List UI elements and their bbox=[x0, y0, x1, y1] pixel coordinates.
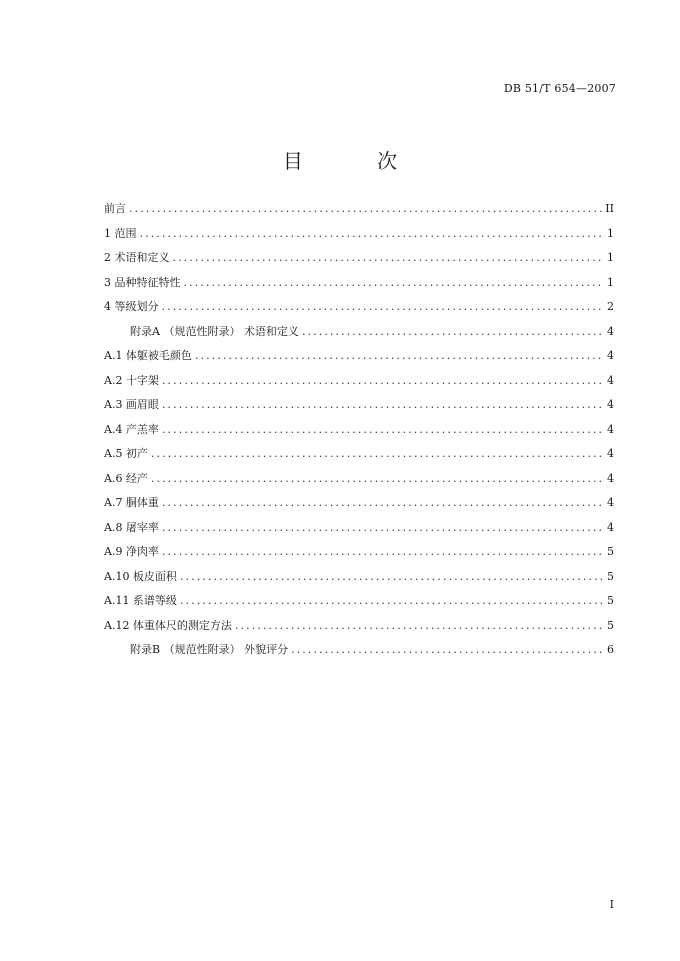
toc-entry-page: 4 bbox=[607, 520, 614, 534]
toc-entry[interactable] bbox=[104, 494, 614, 519]
page-number: I bbox=[609, 898, 614, 911]
toc-entry-label: A.4 产羔率 bbox=[104, 422, 159, 436]
toc-entry[interactable] bbox=[104, 421, 614, 446]
toc-entry-page: 4 bbox=[607, 422, 614, 436]
toc-entry-label: A.7 胴体重 bbox=[104, 496, 159, 509]
toc-entry[interactable] bbox=[104, 298, 614, 323]
toc-entry-label: 1 范围 bbox=[104, 226, 137, 240]
toc-entry-page: 1 bbox=[607, 251, 614, 264]
toc-entry-page: 5 bbox=[607, 618, 614, 632]
toc-entry-label: A.6 经产 bbox=[104, 471, 148, 485]
toc-entry-page: 1 bbox=[607, 226, 614, 240]
toc-entry-page: 4 bbox=[607, 447, 614, 460]
toc-leader-dots bbox=[180, 570, 603, 583]
toc-leader-dots bbox=[162, 374, 603, 387]
toc-entry[interactable] bbox=[104, 568, 614, 593]
toc-entry-label: 前言 bbox=[104, 202, 126, 215]
toc-leader-dots bbox=[291, 643, 603, 656]
toc-entry[interactable] bbox=[104, 519, 614, 544]
toc-entry-label: A.11 系谱等级 bbox=[104, 594, 177, 607]
toc-leader-dots bbox=[162, 496, 603, 509]
toc-entry-page: 4 bbox=[607, 324, 614, 338]
toc-leader-dots bbox=[140, 227, 604, 240]
toc-entry[interactable] bbox=[104, 274, 614, 299]
toc-entry-label: 附录A （规范性附录） 术语和定义 bbox=[130, 324, 299, 338]
toc-leader-dots bbox=[162, 521, 603, 534]
toc-entry[interactable] bbox=[104, 543, 614, 568]
toc-entry-page: 4 bbox=[607, 349, 614, 362]
toc-entry-label: 4 等级划分 bbox=[104, 300, 159, 313]
toc-entry-page: 4 bbox=[607, 496, 614, 509]
toc-entry-page: II bbox=[605, 202, 614, 215]
toc-entry[interactable] bbox=[104, 617, 614, 642]
toc-entry-page: 1 bbox=[607, 275, 614, 289]
toc-entry-label: A.1 体躯被毛颜色 bbox=[104, 349, 192, 362]
toc-entry[interactable] bbox=[104, 641, 614, 666]
toc-leader-dots bbox=[162, 545, 603, 558]
toc-entry-label: 3 品种特征特性 bbox=[104, 275, 181, 289]
toc-entry-page: 5 bbox=[607, 545, 614, 558]
toc-entry-label: 2 术语和定义 bbox=[104, 251, 170, 264]
toc-entry-page: 4 bbox=[607, 373, 614, 387]
toc-leader-dots bbox=[151, 472, 603, 485]
toc-entry[interactable] bbox=[104, 592, 614, 617]
toc-entry-label: A.3 画眉眼 bbox=[104, 398, 159, 411]
toc-entry-label: A.8 屠宰率 bbox=[104, 520, 159, 534]
toc-entry-label: A.10 板皮面积 bbox=[104, 569, 177, 583]
toc-entry-label: 附录B （规范性附录） 外貌评分 bbox=[130, 643, 289, 656]
toc-entry[interactable] bbox=[104, 249, 614, 274]
toc-entry[interactable] bbox=[104, 323, 614, 348]
toc-title: 目 次 bbox=[282, 149, 432, 174]
toc-leader-dots bbox=[302, 325, 603, 338]
toc-leader-dots bbox=[162, 300, 604, 313]
toc-leader-dots bbox=[162, 423, 603, 436]
toc-leader-dots bbox=[151, 447, 603, 460]
toc-leader-dots bbox=[162, 398, 603, 411]
toc-leader-dots bbox=[235, 619, 603, 632]
toc-entry-page: 4 bbox=[607, 398, 614, 411]
table-of-contents bbox=[104, 200, 614, 666]
toc-entry-page: 5 bbox=[607, 594, 614, 607]
toc-entry[interactable] bbox=[104, 445, 614, 470]
toc-entry-page: 5 bbox=[607, 569, 614, 583]
toc-entry[interactable] bbox=[104, 396, 614, 421]
toc-entry[interactable] bbox=[104, 372, 614, 397]
toc-entry[interactable] bbox=[104, 225, 614, 250]
toc-entry[interactable] bbox=[104, 347, 614, 372]
toc-leader-dots bbox=[129, 202, 602, 215]
toc-entry-label: A.2 十字架 bbox=[104, 373, 159, 387]
toc-entry[interactable] bbox=[104, 470, 614, 495]
toc-entry-label: A.12 体重体尺的测定方法 bbox=[104, 618, 232, 632]
toc-leader-dots bbox=[195, 349, 603, 362]
toc-entry-page: 2 bbox=[607, 300, 614, 313]
toc-entry-page: 6 bbox=[607, 643, 614, 656]
toc-entry-label: A.5 初产 bbox=[104, 447, 148, 460]
toc-entry-label: A.9 净肉率 bbox=[104, 545, 159, 558]
toc-entry-page: 4 bbox=[607, 471, 614, 485]
toc-leader-dots bbox=[173, 251, 604, 264]
toc-leader-dots bbox=[180, 594, 603, 607]
toc-leader-dots bbox=[184, 276, 604, 289]
toc-entry[interactable] bbox=[104, 200, 614, 225]
standard-code: DB 51/T 654—2007 bbox=[503, 82, 616, 95]
